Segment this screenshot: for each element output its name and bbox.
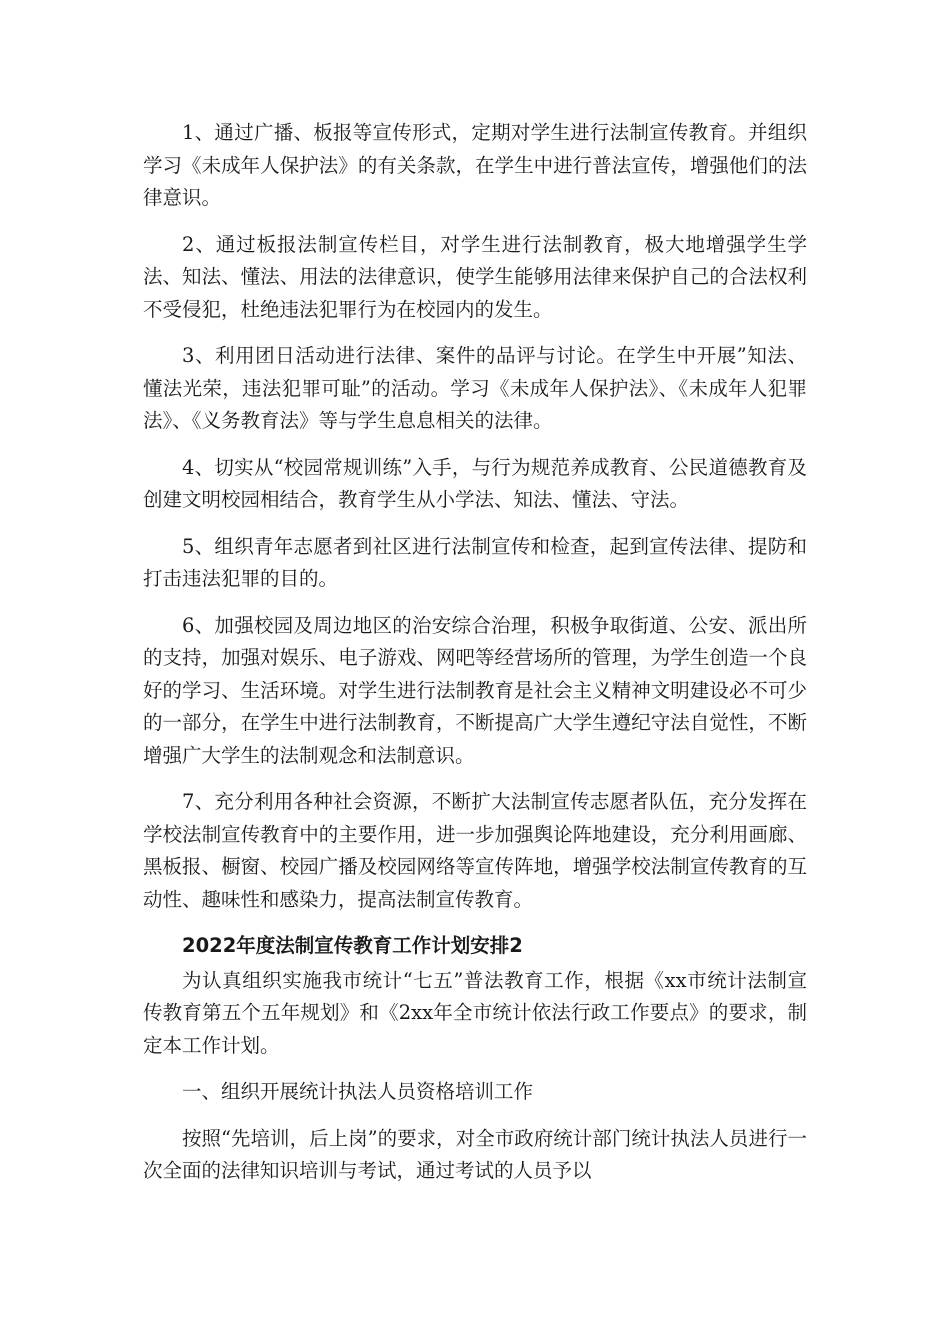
- paragraph-item-3: 3、利用团日活动进行法律、案件的品评与讨论。在学生中开展”知法、懂法光荣，违法犯罪可耻”的活动。学习《未成年人保护法》、《未成年人犯罪法》、《义务教育法》等与学生息息相关的法律。: [143, 344, 807, 432]
- subheading: 一、组织开展统计执法人员资格培训工作: [182, 1080, 534, 1103]
- paragraph-item-6: 6、加强校园及周边地区的治安综合治理，积极争取街道、公安、派出所的支持，加强对娱乐、电子游戏、网吧等经营场所的管理，为学生创造一个良好的学习、生活环境。对学生进行法制教育是社会主义精神文明建设必不可少的一部分，在学生中进行法制教育，不断提高广大学生遵纪守法自觉性，不断增强广大学生的法制观念和法制意识。: [143, 613, 807, 767]
- paragraph-item-1: 1、通过广播、板报等宣传形式，定期对学生进行法制宣传教育。并组织学习《未成年人保护法》的有关条款，在学生中进行普法宣传，增强他们的法律意识。: [143, 121, 807, 209]
- paragraph-item-2: 2、通过板报法制宣传栏目，对学生进行法制教育，极大地增强学生学法、知法、懂法、用法的法律意识，使学生能够用法律来保护自己的合法权利不受侵犯，杜绝违法犯罪行为在校园内的发生。: [143, 232, 807, 321]
- paragraph-item-5: 5、组织青年志愿者到社区进行法制宣传和检查，起到宣传法律、提防和打击违法犯罪的目的。: [143, 534, 807, 590]
- section-title: 2022年度法制宣传教育工作计划安排2: [182, 934, 523, 957]
- document-body: [143, 117, 807, 1190]
- intro-paragraph: 为认真组织实施我市统计“七五”普法教育工作，根据《xx市统计法制宣传教育第五个五年规划》和《2xx年全市统计依法行政工作要点》的要求，制定本工作计划。: [143, 968, 807, 1057]
- last-paragraph: 按照“先培训，后上岗”的要求，对全市政府统计部门统计执法人员进行一次全面的法律知识培训与考试，通过考试的人员予以: [143, 1126, 807, 1182]
- paragraph-item-7: 7、充分利用各种社会资源，不断扩大法制宣传志愿者队伍，充分发挥在学校法制宣传教育中的主要作用，进一步加强舆论阵地建设，充分利用画廊、黑板报、橱窗、校园广播及校园网络等宣传阵地，增强学校法制宣传教育的互动性、趣味性和感染力，提高法制宣传教育。: [143, 790, 807, 911]
- paragraph-item-4: 4、切实从“校园常规训练”入手，与行为规范养成教育、公民道德教育及创建文明校园相结合，教育学生从小学法、知法、懂法、守法。: [143, 455, 807, 511]
